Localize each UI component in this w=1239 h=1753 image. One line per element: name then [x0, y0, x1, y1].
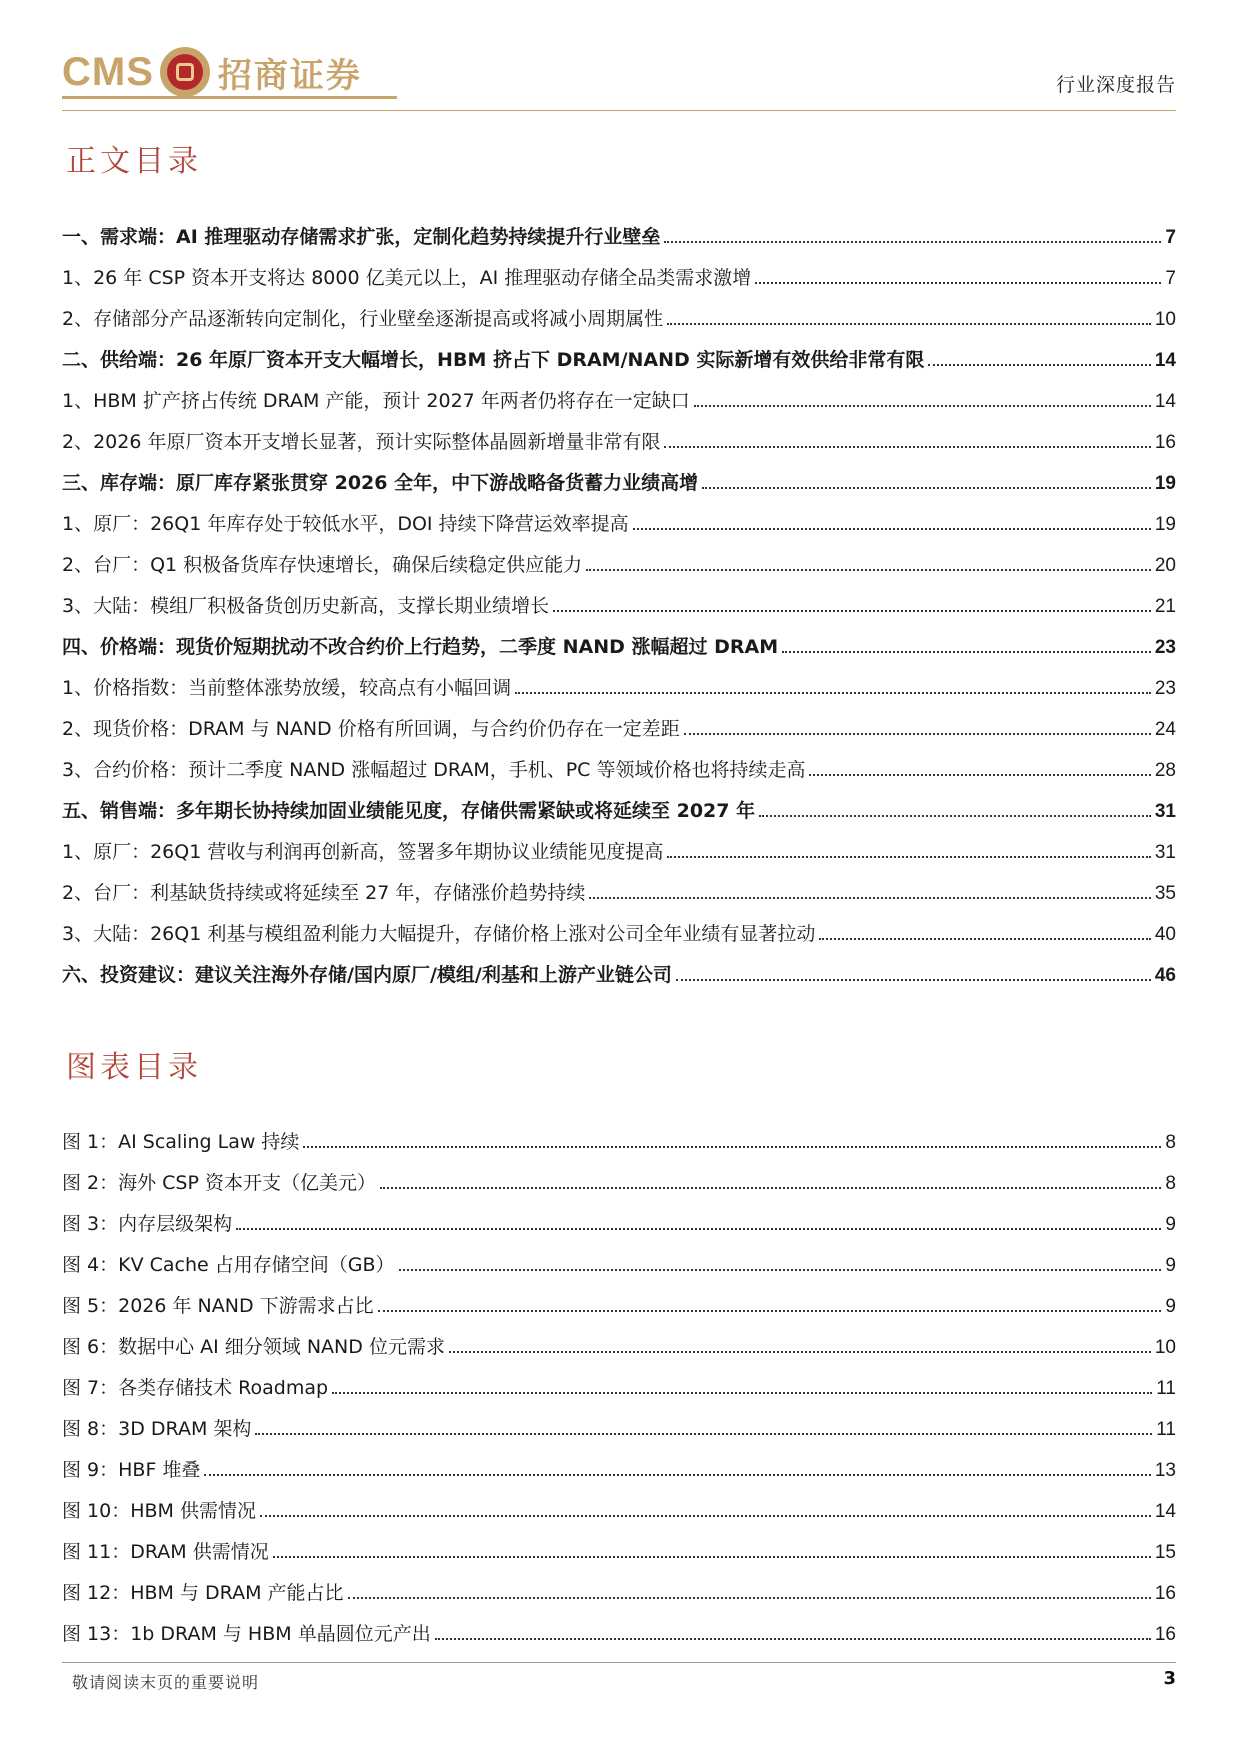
figure-entry[interactable] — [62, 1154, 1176, 1195]
toc-entry[interactable] — [62, 249, 1176, 290]
figure-entry-text: 图 3：内存层级架构 — [62, 1213, 233, 1235]
toc-entry-page: 19 — [1154, 473, 1176, 494]
dot-leader — [435, 1638, 1151, 1640]
figure-entry-page: 8 — [1165, 1132, 1176, 1153]
page-header — [62, 40, 1176, 110]
toc-entry-text: 2、现货价格：DRAM 与 NAND 价格有所回调，与合约价仍存在一定差距 — [62, 718, 680, 740]
toc-entry-text: 2、台厂：Q1 积极备货库存快速增长，确保后续稳定供应能力 — [62, 554, 583, 576]
toc-entry-page: 35 — [1154, 883, 1176, 904]
figure-entry[interactable] — [62, 1523, 1176, 1564]
toc-entry[interactable] — [62, 864, 1176, 905]
toc-entry[interactable] — [62, 823, 1176, 864]
dot-leader — [684, 733, 1151, 735]
toc-entry[interactable] — [62, 905, 1176, 946]
toc-entry-text: 2、台厂：利基缺货持续或将延续至 27 年，存储涨价趋势持续 — [62, 882, 586, 904]
toc-entry[interactable] — [62, 413, 1176, 454]
figure-entry-text: 图 10：HBM 供需情况 — [62, 1500, 256, 1522]
figure-entry-text: 图 12：HBM 与 DRAM 产能占比 — [62, 1582, 344, 1604]
figure-entry-text: 图 13：1b DRAM 与 HBM 单晶圆位元产出 — [62, 1623, 431, 1645]
toc-entry-page: 23 — [1154, 678, 1176, 699]
dot-leader — [260, 1515, 1151, 1517]
toc-entry[interactable] — [62, 372, 1176, 413]
report-type: 行业深度报告 — [1055, 74, 1176, 96]
toc-entry[interactable] — [62, 618, 1176, 659]
dot-leader — [664, 241, 1161, 243]
toc-entry-text: 3、合约价格：预计二季度 NAND 涨幅超过 DRAM，手机、PC 等领域价格也将持续走高 — [62, 759, 806, 781]
figure-entry-text: 图 1：AI Scaling Law 持续 — [62, 1131, 300, 1153]
logo-cms-text: CMS — [62, 49, 154, 94]
toc-entry[interactable] — [62, 577, 1176, 618]
toc-entry[interactable] — [62, 700, 1176, 741]
footer-disclaimer: 敬请阅读末页的重要说明 — [72, 1673, 260, 1692]
page-number: 3 — [1163, 1668, 1176, 1689]
toc-entry-text: 1、原厂：26Q1 营收与利润再创新高，签署多年期协议业绩能见度提高 — [62, 841, 664, 863]
toc-entry-text: 1、HBM 扩产挤占传统 DRAM 产能，预计 2027 年两者仍将存在一定缺口 — [62, 390, 690, 412]
toc-entry[interactable] — [62, 454, 1176, 495]
dot-leader — [380, 1187, 1161, 1189]
dot-leader — [255, 1433, 1152, 1435]
dot-leader — [348, 1597, 1151, 1599]
toc-entry-page: 14 — [1154, 391, 1176, 412]
dot-leader — [399, 1269, 1162, 1271]
figure-entry-page: 9 — [1165, 1296, 1176, 1317]
toc-entry-page: 7 — [1165, 227, 1176, 248]
dot-leader — [676, 979, 1151, 981]
dot-leader — [332, 1392, 1152, 1394]
toc-entry-page: 31 — [1154, 842, 1176, 863]
toc-entry-text: 1、原厂：26Q1 年库存处于较低水平，DOI 持续下降营运效率提高 — [62, 513, 629, 535]
toc-entry[interactable] — [62, 331, 1176, 372]
toc-entry-page: 14 — [1154, 350, 1176, 371]
toc-entry-page: 16 — [1154, 432, 1176, 453]
toc-entry-page: 7 — [1165, 268, 1176, 289]
dot-leader — [303, 1146, 1161, 1148]
figure-entry-page: 11 — [1156, 1419, 1176, 1440]
toc-list — [62, 208, 1176, 987]
figure-entry[interactable] — [62, 1113, 1176, 1154]
toc-entry[interactable] — [62, 208, 1176, 249]
dot-leader — [702, 487, 1151, 489]
toc-entry-page: 10 — [1154, 309, 1176, 330]
figure-entry-text: 图 9：HBF 堆叠 — [62, 1459, 201, 1481]
toc-entry-text: 1、价格指数：当前整体涨势放缓，较高点有小幅回调 — [62, 677, 512, 699]
toc-entry-text: 四、价格端：现货价短期扰动不改合约价上行趋势，二季度 NAND 涨幅超过 DRAM — [62, 636, 779, 658]
footer-divider — [62, 1662, 1176, 1663]
figure-toc-title: 图表目录 — [66, 1050, 202, 1085]
toc-entry[interactable] — [62, 290, 1176, 331]
toc-entry[interactable] — [62, 741, 1176, 782]
dot-leader — [664, 446, 1150, 448]
toc-entry-text: 1、26 年 CSP 资本开支将达 8000 亿美元以上，AI 推理驱动存储全品类需求激增 — [62, 267, 752, 289]
figure-entry[interactable] — [62, 1564, 1176, 1605]
dot-leader — [755, 282, 1161, 284]
dot-leader — [449, 1351, 1151, 1353]
dot-leader — [633, 528, 1151, 530]
toc-entry-page: 31 — [1154, 801, 1176, 822]
logo-cn-text: 招商证券 — [217, 55, 362, 96]
figure-entry-page: 8 — [1165, 1173, 1176, 1194]
dot-leader — [782, 651, 1151, 653]
figure-entry[interactable] — [62, 1605, 1176, 1646]
logo-emblem-icon — [160, 47, 210, 97]
dot-leader — [586, 569, 1151, 571]
toc-entry-page: 24 — [1154, 719, 1176, 740]
header-divider — [62, 110, 1176, 111]
toc-entry-text: 二、供给端：26 年原厂资本开支大幅增长，HBM 挤占下 DRAM/NAND 实际新增有效供给非常有限 — [62, 349, 925, 371]
dot-leader — [759, 815, 1151, 817]
figure-entry-text: 图 8：3D DRAM 架构 — [62, 1418, 252, 1440]
toc-entry-page: 21 — [1154, 596, 1176, 617]
toc-title: 正文目录 — [66, 144, 202, 179]
figure-entry-page: 9 — [1165, 1255, 1176, 1276]
figure-entry-page: 9 — [1165, 1214, 1176, 1235]
dot-leader — [819, 938, 1151, 940]
toc-entry[interactable] — [62, 782, 1176, 823]
dot-leader — [273, 1556, 1151, 1558]
toc-entry[interactable] — [62, 659, 1176, 700]
toc-entry-page: 28 — [1154, 760, 1176, 781]
figure-entry[interactable] — [62, 1400, 1176, 1441]
figure-entry-page: 16 — [1154, 1583, 1176, 1604]
figure-entry-page: 13 — [1154, 1460, 1176, 1481]
toc-entry[interactable] — [62, 946, 1176, 987]
toc-entry-text: 2、存储部分产品逐渐转向定制化，行业壁垒逐渐提高或将减小周期属性 — [62, 308, 664, 330]
figure-entry[interactable] — [62, 1195, 1176, 1236]
toc-entry-text: 三、库存端：原厂库存紧张贯穿 2026 全年，中下游战略备货蓄力业绩高增 — [62, 472, 699, 494]
figure-entry[interactable] — [62, 1441, 1176, 1482]
dot-leader — [694, 405, 1151, 407]
dot-leader — [667, 856, 1151, 858]
dot-leader — [553, 610, 1151, 612]
dot-leader — [378, 1310, 1162, 1312]
dot-leader — [809, 774, 1150, 776]
toc-entry-text: 2、2026 年原厂资本开支增长显著，预计实际整体晶圆新增量非常有限 — [62, 431, 661, 453]
figure-entry-text: 图 11：DRAM 供需情况 — [62, 1541, 269, 1563]
figure-entry-text: 图 6：数据中心 AI 细分领域 NAND 位元需求 — [62, 1336, 445, 1358]
toc-entry[interactable] — [62, 495, 1176, 536]
figure-entry-page: 16 — [1154, 1624, 1176, 1645]
toc-entry-page: 20 — [1154, 555, 1176, 576]
toc-entry[interactable] — [62, 536, 1176, 577]
dot-leader — [589, 897, 1151, 899]
logo-underline — [62, 96, 397, 99]
figure-entry[interactable] — [62, 1236, 1176, 1277]
dot-leader — [667, 323, 1151, 325]
figure-entry-page: 14 — [1154, 1501, 1176, 1522]
toc-entry-page: 46 — [1154, 965, 1176, 986]
toc-entry-text: 六、投资建议：建议关注海外存储/国内原厂/模组/利基和上游产业链公司 — [62, 964, 672, 986]
figure-entry-text: 图 2：海外 CSP 资本开支（亿美元） — [62, 1172, 376, 1194]
dot-leader — [236, 1228, 1161, 1230]
toc-entry-page: 19 — [1154, 514, 1176, 535]
figure-entry[interactable] — [62, 1359, 1176, 1400]
dot-leader — [204, 1474, 1150, 1476]
figure-toc-list — [62, 1113, 1176, 1646]
toc-entry-text: 五、销售端：多年期长协持续加固业绩能见度，存储供需紧缺或将延续至 2027 年 — [62, 800, 756, 822]
figure-entry-text: 图 7：各类存储技术 Roadmap — [62, 1377, 329, 1399]
dot-leader — [928, 364, 1150, 366]
company-logo — [62, 44, 362, 100]
figure-entry[interactable] — [62, 1318, 1176, 1359]
toc-entry-text: 一、需求端：AI 推理驱动存储需求扩张，定制化趋势持续提升行业壁垒 — [62, 226, 661, 248]
toc-entry-page: 23 — [1154, 637, 1176, 658]
toc-entry-text: 3、大陆：模组厂积极备货创历史新高，支撑长期业绩增长 — [62, 595, 550, 617]
figure-entry-page: 10 — [1154, 1337, 1176, 1358]
toc-entry-text: 3、大陆：26Q1 利基与模组盈利能力大幅提升，存储价格上涨对公司全年业绩有显著拉动 — [62, 923, 816, 945]
figure-entry[interactable] — [62, 1482, 1176, 1523]
dot-leader — [515, 692, 1151, 694]
toc-entry-page: 40 — [1154, 924, 1176, 945]
figure-entry[interactable] — [62, 1277, 1176, 1318]
figure-entry-page: 15 — [1154, 1542, 1176, 1563]
figure-entry-text: 图 4：KV Cache 占用存储空间（GB） — [62, 1254, 395, 1276]
figure-entry-text: 图 5：2026 年 NAND 下游需求占比 — [62, 1295, 374, 1317]
figure-entry-page: 11 — [1156, 1378, 1176, 1399]
